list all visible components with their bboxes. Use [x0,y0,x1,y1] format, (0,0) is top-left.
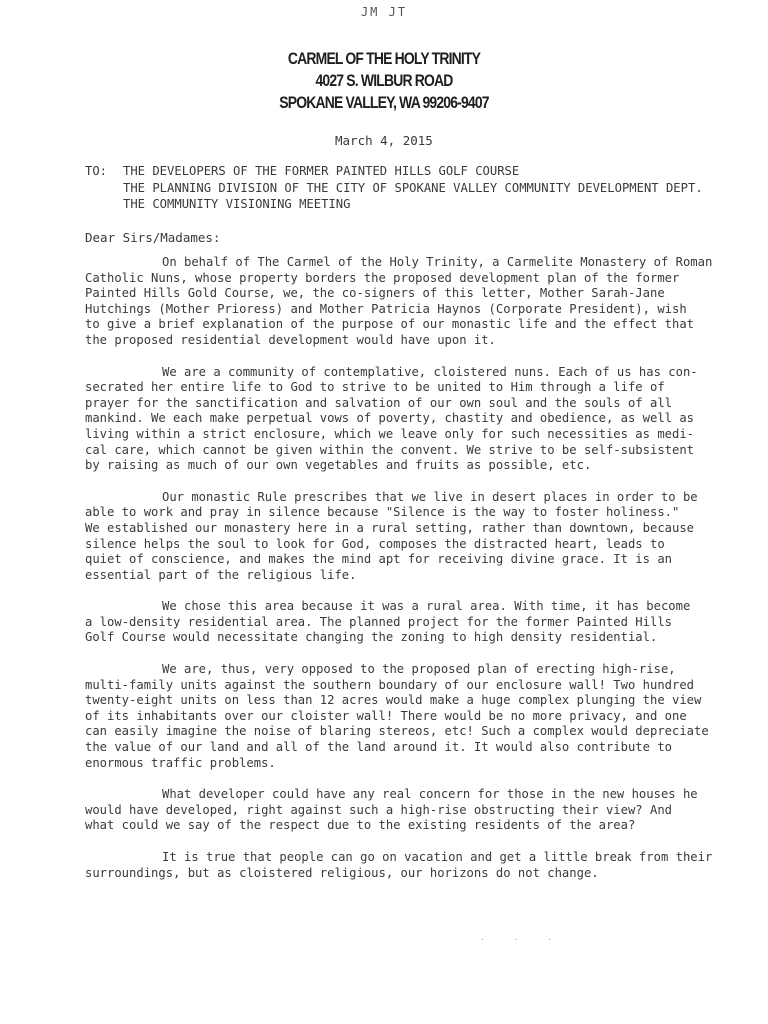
letterhead [0,48,768,114]
recipient-line: THE DEVELOPERS OF THE FORMER PAINTED HILLS GOLF COURSE [123,164,520,178]
body-paragraph [85,365,735,474]
paragraph-line: of its inhabitants over our cloister wall! There would be no more privacy, and one [85,708,687,723]
body-paragraph [85,599,735,646]
paragraph-line: Our monastic Rule prescribes that we live in desert places in order to be [162,489,698,504]
paragraph-line: essential part of the religious life. [85,567,357,582]
paragraph-line: mankind. We each make perpetual vows of poverty, chastity and obedience, as well as [85,411,695,426]
paragraph-line: multi-family units against the southern boundary of our enclosure wall! Two hundred [85,677,695,692]
paragraph-line: Hutchings (Mother Prioress) and Mother Patricia Haynos (Corporate President), wish [85,301,687,316]
letterhead-street: 4027 S. WILBUR ROAD [315,71,453,90]
paragraph-line: to give a brief explanation of the purpose of our monastic life and the effect that [85,317,695,332]
paragraph-line: silence helps the soul to look for God, composes the distracted heart, leads to [85,536,665,551]
paragraph-line: twenty-eight units on less than 12 acres would make a huge complex plunging the view [85,693,702,708]
paragraph-line: by raising as much of our own vegetables and fruits as possible, etc. [85,458,592,473]
recipient-line: THE PLANNING DIVISION OF THE CITY OF SPOKANE VALLEY COMMUNITY DEVELOPMENT DEPT. [123,180,703,195]
paragraph-line: It is true that people can go on vacation and get a little break from their [162,850,713,864]
recipients-block [85,163,703,213]
salutation: Dear Sirs/Madames: [85,230,221,245]
paragraph-line: the value of our land and all of the land around it. It would also contribute to [85,740,672,755]
paragraph-line: prayer for the sanctification and salvation of our own soul and the souls of all [85,395,672,410]
letterhead-city: SPOKANE VALLEY, WA 99206-9407 [279,93,489,112]
scan-specks: · · · [480,935,565,944]
letter-body [85,255,735,897]
paragraph-line: Golf Course would necessitate changing the zoning to high density residential. [85,630,658,645]
initials: JM JT [360,5,408,19]
paragraph-line: what could we say of the respect due to the existing residents of the area? [85,818,636,833]
to-label: TO: [85,164,108,178]
paragraph-line: On behalf of The Carmel of the Holy Trinity, a Carmelite Monastery of Roman [162,255,713,269]
body-paragraph [85,490,735,584]
paragraph-line: can easily imagine the noise of blaring stereos, etc! Such a complex would depreciate [85,724,709,739]
paragraph-line: secrated her entire life to God to strive to be united to Him through a life of [85,380,665,395]
body-paragraph [85,662,735,771]
paragraph-line: We established our monastery here in a rural setting, rather than downtown, because [85,520,695,535]
paragraph-line: We are a community of contemplative, cloistered nuns. Each of us has con- [162,364,698,379]
paragraph-line: living within a strict enclosure, which we leave only for such necessities as medi- [85,426,695,441]
paragraph-line: Catholic Nuns, whose property borders the proposed development plan of the former [85,270,680,285]
body-paragraph [85,787,735,834]
paragraph-line: enormous traffic problems. [85,755,276,770]
paragraph-line: What developer could have any real concern for those in the new houses he [162,787,698,802]
paragraph-line: quiet of conscience, and makes the mind apt for receiving divine grace. It is an [85,552,672,567]
paragraph-line: the proposed residential development would have upon it. [85,332,496,347]
body-paragraph [85,850,735,881]
letterhead-name: CARMEL OF THE HOLY TRINITY [287,49,481,68]
letter-date: March 4, 2015 [335,133,433,148]
paragraph-line: cal care, which cannot be given within the convent. We strive to be self-subsistent [85,442,695,457]
body-paragraph [85,255,735,349]
paragraph-line: Painted Hills Gold Course, we, the co-signers of this letter, Mother Sarah-Jane [85,286,665,301]
paragraph-line: a low-density residential area. The planned project for the former Painted Hills [85,614,672,629]
paragraph-line: We are, thus, very opposed to the proposed plan of erecting high-rise, [162,662,676,677]
paragraph-line: We chose this area because it was a rural area. With time, it has become [162,599,691,614]
paragraph-line: would have developed, right against such a high-rise obstructing their view? And [85,802,672,817]
recipient-line: THE COMMUNITY VISIONING MEETING [123,197,351,211]
paragraph-line: able to work and pray in silence because "Silence is the way to foster holiness." [85,505,680,520]
paragraph-line: surroundings, but as cloistered religious, our horizons do not change. [85,865,599,880]
